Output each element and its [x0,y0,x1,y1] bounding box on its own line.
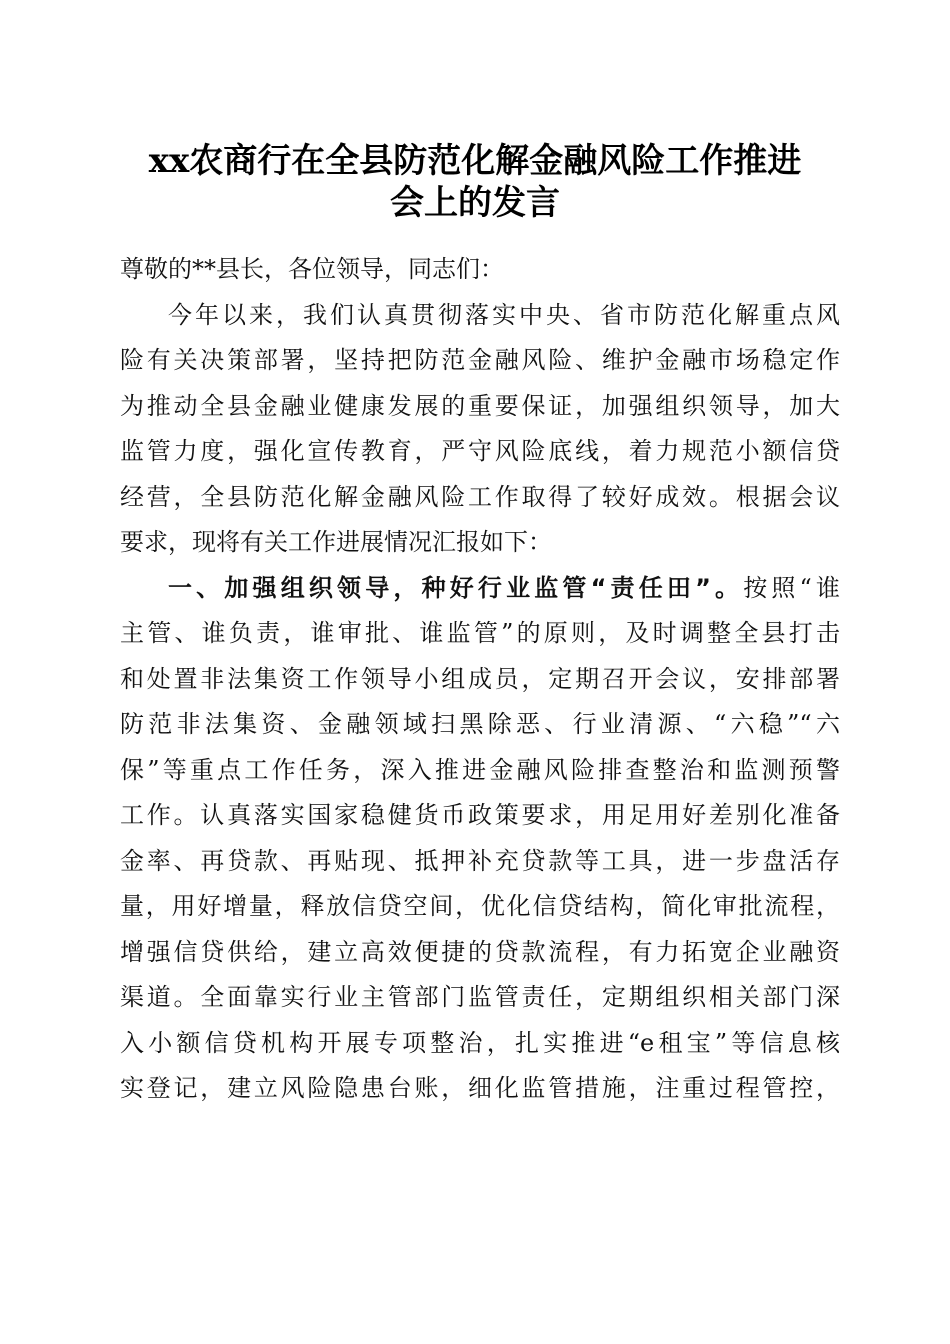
document-title [100,140,850,224]
section-1-first-line-text: 按照“谁 [743,573,840,602]
paragraph-line: 渠道。全面靠实行业主管部门监管责任，定期组织相关部门深 [120,983,840,1011]
paragraph-line: 实登记，建立风险隐患台账，细化监管措施，注重过程管控， [120,1074,840,1102]
paragraph-line: 工作。认真落实国家稳健货币政策要求，用足用好差别化准备 [120,801,840,829]
paragraph-line: 监管力度，强化宣传教育，严守风险底线，着力规范小额信贷 [120,437,840,465]
paragraph-line: 入小额信贷机构开展专项整治，扎实推进“e租宝”等信息核 [120,1028,840,1057]
paragraph-line: 为推动全县金融业健康发展的重要保证，加强组织领导，加大 [120,391,840,420]
paragraph-intro [120,293,840,566]
paragraph-line: 今年以来，我们认真贯彻落实中央、省市防范化解重点风 [168,300,840,329]
title-line-1: xx农商行在全县防范化解金融风险工作推进 [148,141,802,181]
paragraph-line: 要求，现将有关工作进展情况汇报如下： [120,528,552,556]
salutation: 尊敬的**县长，各位领导，同志们： [120,255,504,283]
paragraph-line: 经营，全县防范化解金融风险工作取得了较好成效。根据会议 [120,482,840,511]
section-1 [120,566,840,1112]
paragraph-line: 险有关决策部署，坚持把防范金融风险、维护金融市场稳定作 [120,346,840,374]
paragraph-line: 增强信贷供给，建立高效便捷的贷款流程，有力拓宽企业融资 [120,937,840,966]
paragraph-line: 保”等重点工作任务，深入推进金融风险排查整治和监测预警 [120,755,840,784]
section-1-first-line [120,566,840,612]
section-1-heading: 一、加强组织领导，种好行业监管“责任田”。 [168,573,744,602]
document-body [120,247,840,1112]
title-line-2: 会上的发言 [390,183,560,223]
paragraph-line: 防范非法集资、金融领域扫黑除恶、行业清源、“六稳”“六 [120,710,840,738]
paragraph-line: 金率、再贷款、再贴现、抵押补充贷款等工具，进一步盘活存 [120,846,840,875]
paragraph-line: 和处置非法集资工作领导小组成员，定期召开会议，安排部署 [120,664,840,693]
paragraph-line: 主管、谁负责，谁审批、谁监管”的原则，及时调整全县打击 [120,619,840,647]
paragraph-line: 量，用好增量，释放信贷空间，优化信贷结构，简化审批流程， [120,892,840,920]
